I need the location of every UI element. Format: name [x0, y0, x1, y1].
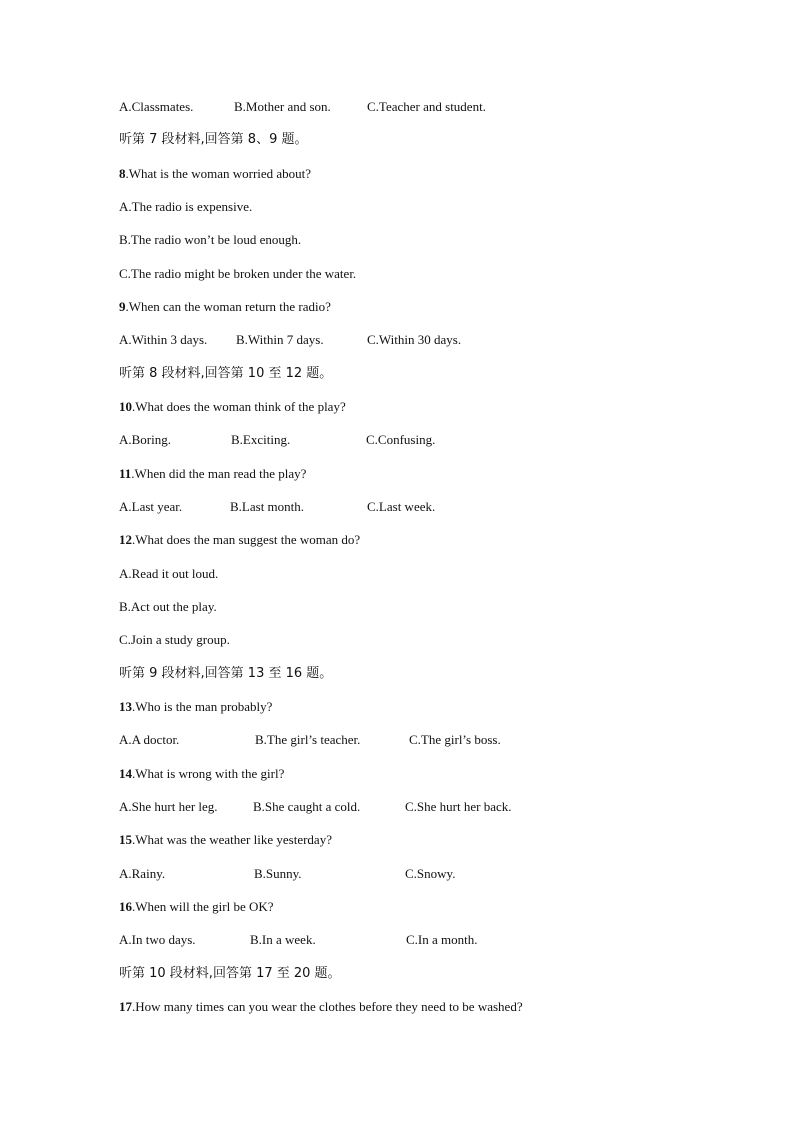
question-number: 11 [119, 466, 132, 481]
section-9-instruction: 听第 9 段材料,回答第 13 至 16 题。 [119, 666, 333, 681]
q11-option-a: A.Last year. [119, 499, 183, 514]
question-text: .What does the woman think of the play? [132, 399, 346, 414]
q12-option-b: B.Act out the play. [119, 599, 217, 614]
q10-option-b: B.Exciting. [231, 432, 291, 447]
question-16 [119, 899, 274, 915]
question-number: 9 [119, 299, 126, 314]
question-number: 14 [119, 766, 132, 781]
q13-option-c: C.The girl’s boss. [409, 732, 501, 747]
q14-option-a: A.She hurt her leg. [119, 799, 218, 814]
q8-option-c: C.The radio might be broken under the water. [119, 266, 357, 281]
q8-option-a: A.The radio is expensive. [119, 199, 253, 214]
q15-option-a: A.Rainy. [119, 866, 166, 881]
question-text: .How many times can you wear the clothes before they need to be washed? [132, 999, 523, 1014]
question-text: .What was the weather like yesterday? [132, 832, 332, 847]
section-7-instruction: 听第 7 段材料,回答第 8、9 题。 [119, 132, 308, 147]
q8-option-b: B.The radio won’t be loud enough. [119, 232, 302, 247]
question-text: .What is the woman worried about? [125, 166, 312, 181]
question-number: 15 [119, 832, 132, 847]
q14-option-c: C.She hurt her back. [405, 799, 512, 814]
question-text: .What is wrong with the girl? [132, 766, 285, 781]
question-number: 17 [119, 999, 132, 1014]
q11-option-b: B.Last month. [230, 499, 305, 514]
question-text: .When can the woman return the radio? [125, 299, 331, 314]
question-8 [119, 166, 311, 182]
question-11 [119, 466, 306, 482]
q7-option-c: C.Teacher and student. [367, 99, 486, 114]
question-17 [119, 999, 523, 1015]
section-10-instruction: 听第 10 段材料,回答第 17 至 20 题。 [119, 966, 341, 981]
q16-option-c: C.In a month. [406, 932, 478, 947]
question-14 [119, 766, 284, 782]
q11-option-c: C.Last week. [367, 499, 436, 514]
q14-option-b: B.She caught a cold. [253, 799, 361, 814]
q12-option-c: C.Join a study group. [119, 632, 230, 647]
question-number: 12 [119, 532, 132, 547]
q16-option-b: B.In a week. [250, 932, 316, 947]
question-15 [119, 832, 332, 848]
question-13 [119, 699, 272, 715]
question-9 [119, 299, 331, 315]
q16-option-a: A.In two days. [119, 932, 196, 947]
question-text: .When will the girl be OK? [132, 899, 274, 914]
section-8-instruction: 听第 8 段材料,回答第 10 至 12 题。 [119, 366, 333, 381]
q13-option-a: A.A doctor. [119, 732, 180, 747]
question-12 [119, 532, 360, 548]
question-text: .What does the man suggest the woman do? [132, 532, 361, 547]
q9-option-a: A.Within 3 days. [119, 332, 208, 347]
q7-option-a: A.Classmates. [119, 99, 194, 114]
q10-option-a: A.Boring. [119, 432, 171, 447]
question-number: 8 [119, 166, 126, 181]
q13-option-b: B.The girl’s teacher. [255, 732, 361, 747]
question-text: .When did the man read the play? [131, 466, 307, 481]
q15-option-c: C.Snowy. [405, 866, 456, 881]
question-number: 13 [119, 699, 132, 714]
q9-option-b: B.Within 7 days. [236, 332, 324, 347]
q12-option-a: A.Read it out loud. [119, 566, 219, 581]
q9-option-c: C.Within 30 days. [367, 332, 462, 347]
question-10 [119, 399, 346, 415]
q10-option-c: C.Confusing. [366, 432, 436, 447]
question-number: 10 [119, 399, 132, 414]
q15-option-b: B.Sunny. [254, 866, 302, 881]
question-text: .Who is the man probably? [132, 699, 273, 714]
question-number: 16 [119, 899, 132, 914]
q7-option-b: B.Mother and son. [234, 99, 331, 114]
